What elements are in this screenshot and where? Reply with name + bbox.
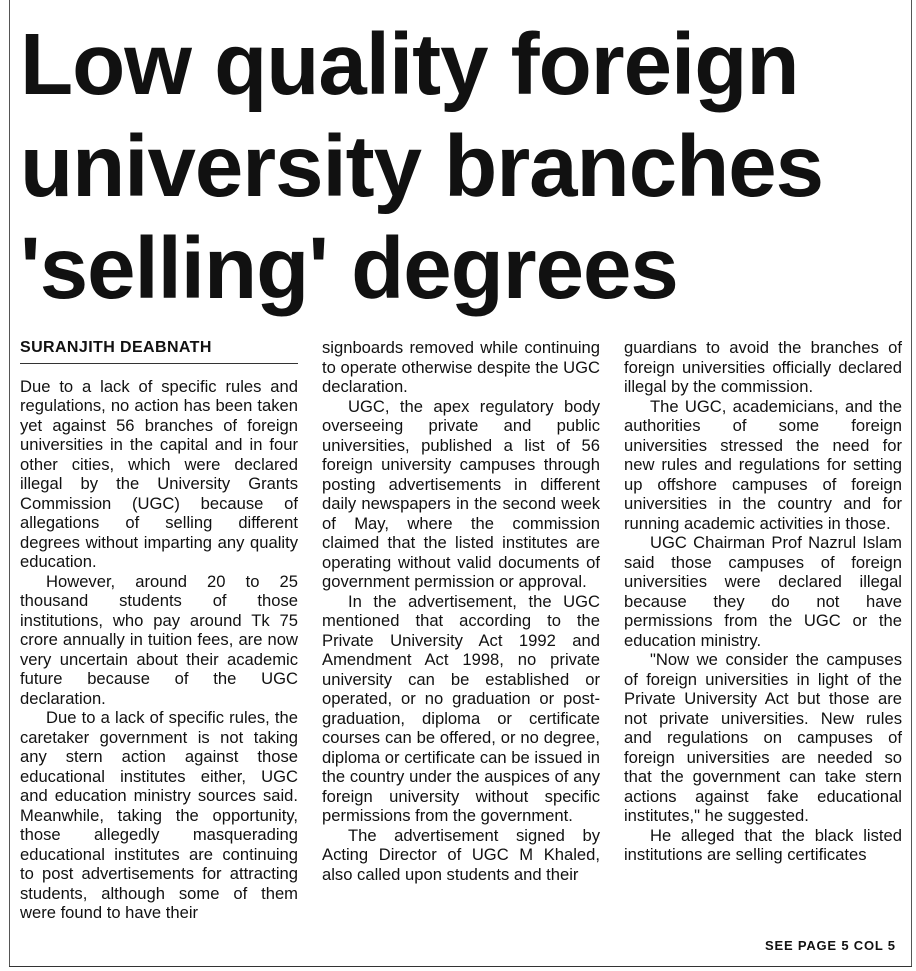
article-column-1 xyxy=(20,338,298,923)
headline-line-3: 'selling' degrees xyxy=(20,220,678,317)
paragraph: He alleged that the black listed institutions are selling certificates xyxy=(624,825,902,864)
continuation-note: SEE PAGE 5 COL 5 xyxy=(765,938,896,953)
left-border-rule xyxy=(9,0,10,966)
paragraph: In the advertisement, the UGC mentioned that according to the Private University Act 1992 and Amendment Act 1998, no private university can be established or operated, or no graduation or post-graduation, diploma or certificate courses can be offered, or no degree, diploma or certificate can be issued in the country under the auspices of any foreign university without specific permissions from the government. xyxy=(322,591,600,825)
paragraph: "Now we consider the campuses of foreign universities in light of the Private University Act but those are not private universities. New rules and regulations on campuses of foreign universities are needed so that the government can take stern actions against fake educational institutes," he suggested. xyxy=(624,650,902,825)
article-column-2 xyxy=(322,338,600,884)
bottom-border-rule xyxy=(9,966,912,967)
headline-line-1: Low quality foreign xyxy=(20,16,799,113)
paragraph: However, around 20 to 25 thousand students of those institutions, who pay around Tk 75 crore annually in tuition fees, are now very uncertain about their academic future because of the UGC declaration. xyxy=(20,571,298,708)
headline xyxy=(20,14,908,320)
paragraph: Due to a lack of specific rules, the caretaker government is not taking any stern action against those educational institutes either, UGC and education ministry sources said. Meanwhile, taking the opportunity, those allegedly masquerading educational institutes are continuing to post advertisements for attracting students, although some of them were found to have their xyxy=(20,708,298,922)
paragraph: UGC, the apex regulatory body overseeing private and public universities, published a list of 56 foreign university campuses through posting advertisements in different daily newspapers in the second week of May, where the commission claimed that the listed institutes are operating without valid documents of government permission or approval. xyxy=(322,396,600,591)
paragraph: Due to a lack of specific rules and regulations, no action has been taken yet against 56 branches of foreign universities in the capital and in four other cities, which were declared illegal by the University Grants Commission (UGC) because of allegations of selling different degrees without imparting any quality education. xyxy=(20,376,298,571)
byline: SURANJITH DEABNATH xyxy=(20,338,298,364)
right-border-rule xyxy=(911,0,912,966)
paragraph: UGC Chairman Prof Nazrul Islam said those campuses of foreign universities were declared illegal because they do not have permissions from the UGC or the education ministry. xyxy=(624,533,902,650)
paragraph: The UGC, academicians, and the authorities of some foreign universities stressed the need for new rules and regulations for setting up offshore campuses of foreign universities in the country and for running academic activities in those. xyxy=(624,396,902,533)
paragraph: signboards removed while continuing to operate otherwise despite the UGC declaration. xyxy=(322,338,600,396)
article-column-3 xyxy=(624,338,902,865)
paragraph: The advertisement signed by Acting Director of UGC M Khaled, also called upon students and their xyxy=(322,825,600,884)
headline-line-2: university branches xyxy=(20,118,823,215)
paragraph: guardians to avoid the branches of foreign universities officially declared illegal by the commission. xyxy=(624,338,902,396)
